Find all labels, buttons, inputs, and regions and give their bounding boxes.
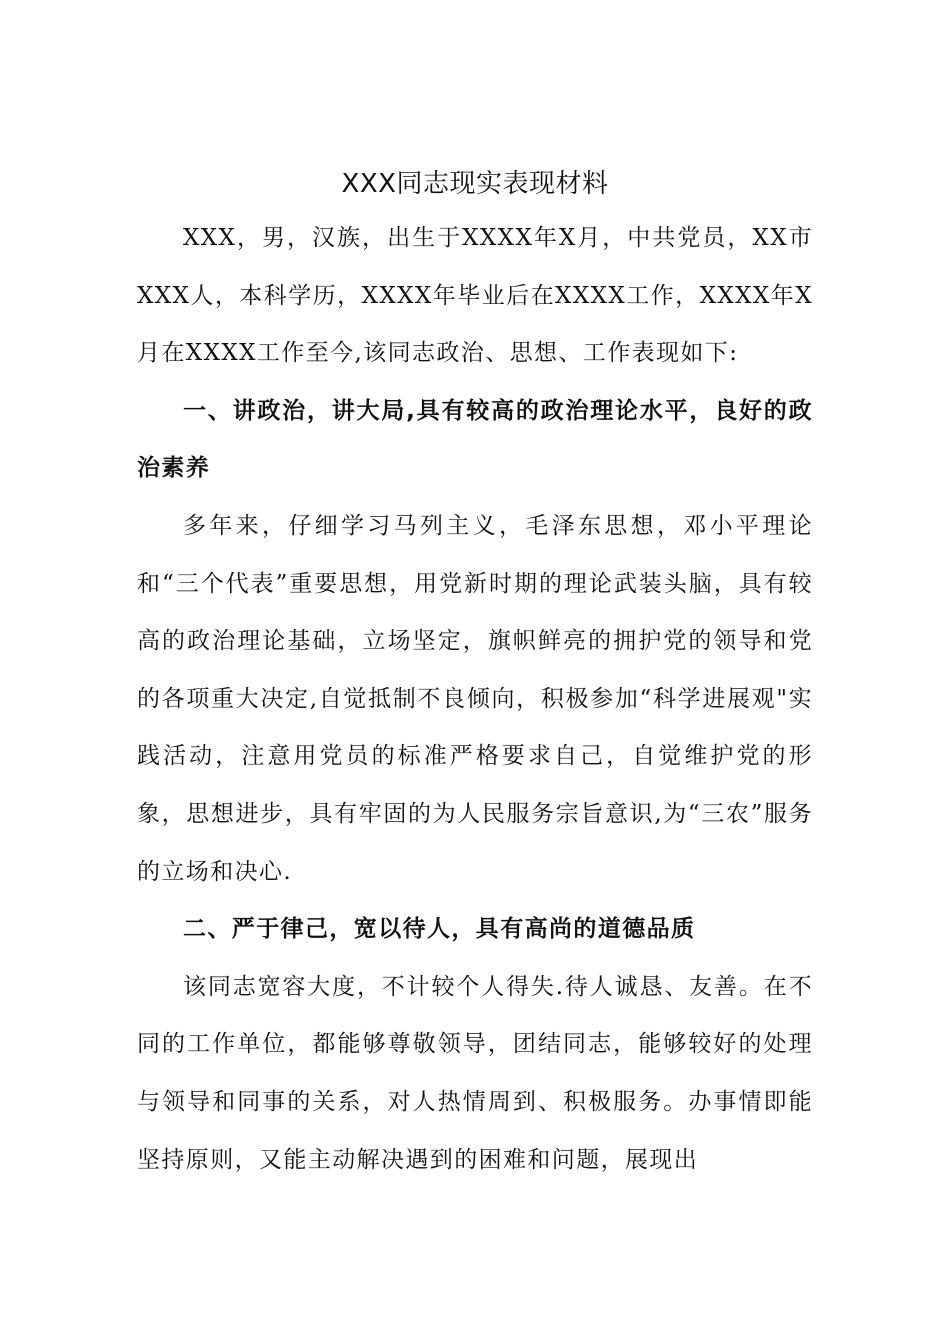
section-1-heading: 一、讲政治，讲大局,具有较高的政治理论水平，良好的政治素养 <box>137 397 813 482</box>
section-2-heading: 二、严于律己，宽以待人，具有高尚的道德品质 <box>183 916 696 943</box>
document-content <box>137 160 813 1189</box>
document-title: XXX同志现实表现材料 <box>341 169 609 199</box>
section-1-paragraph: 多年来，仔细学习马列主义，毛泽东思想，邓小平理论和“三个代表”重要思想，用党新时期的理论武装头脑，具有较高的政治理论基础，立场坚定，旗帜鲜亮的拥护党的领导和党的各项重大决定,自觉抵制不良倾向，积极参加“科学进展观"实践活动，注意用党员的标准严格要求自己，自觉维护党的形象，思想进步，具有牢固的为人民服务宗旨意识,为“三农”服务的立场和决心. <box>137 512 813 885</box>
section-2-paragraph: 该同志宽容大度，不计较个人得失.待人诚恳、友善。在不同的工作单位，都能够尊敬领导，团结同志，能够较好的处理与领导和同事的关系，对人热情周到、积极服务。办事情即能坚持原则，又能主动解决遇到的困难和问题，展现出 <box>137 973 813 1173</box>
intro-paragraph: XXX，男，汉族，出生于XXXX年X月，中共党员，XX市XXX人，本科学历，XXXX年毕业后在XXXX工作，XXXX年X月在XXXX工作至今,该同志政治、思想、工作表现如下: <box>137 225 813 367</box>
